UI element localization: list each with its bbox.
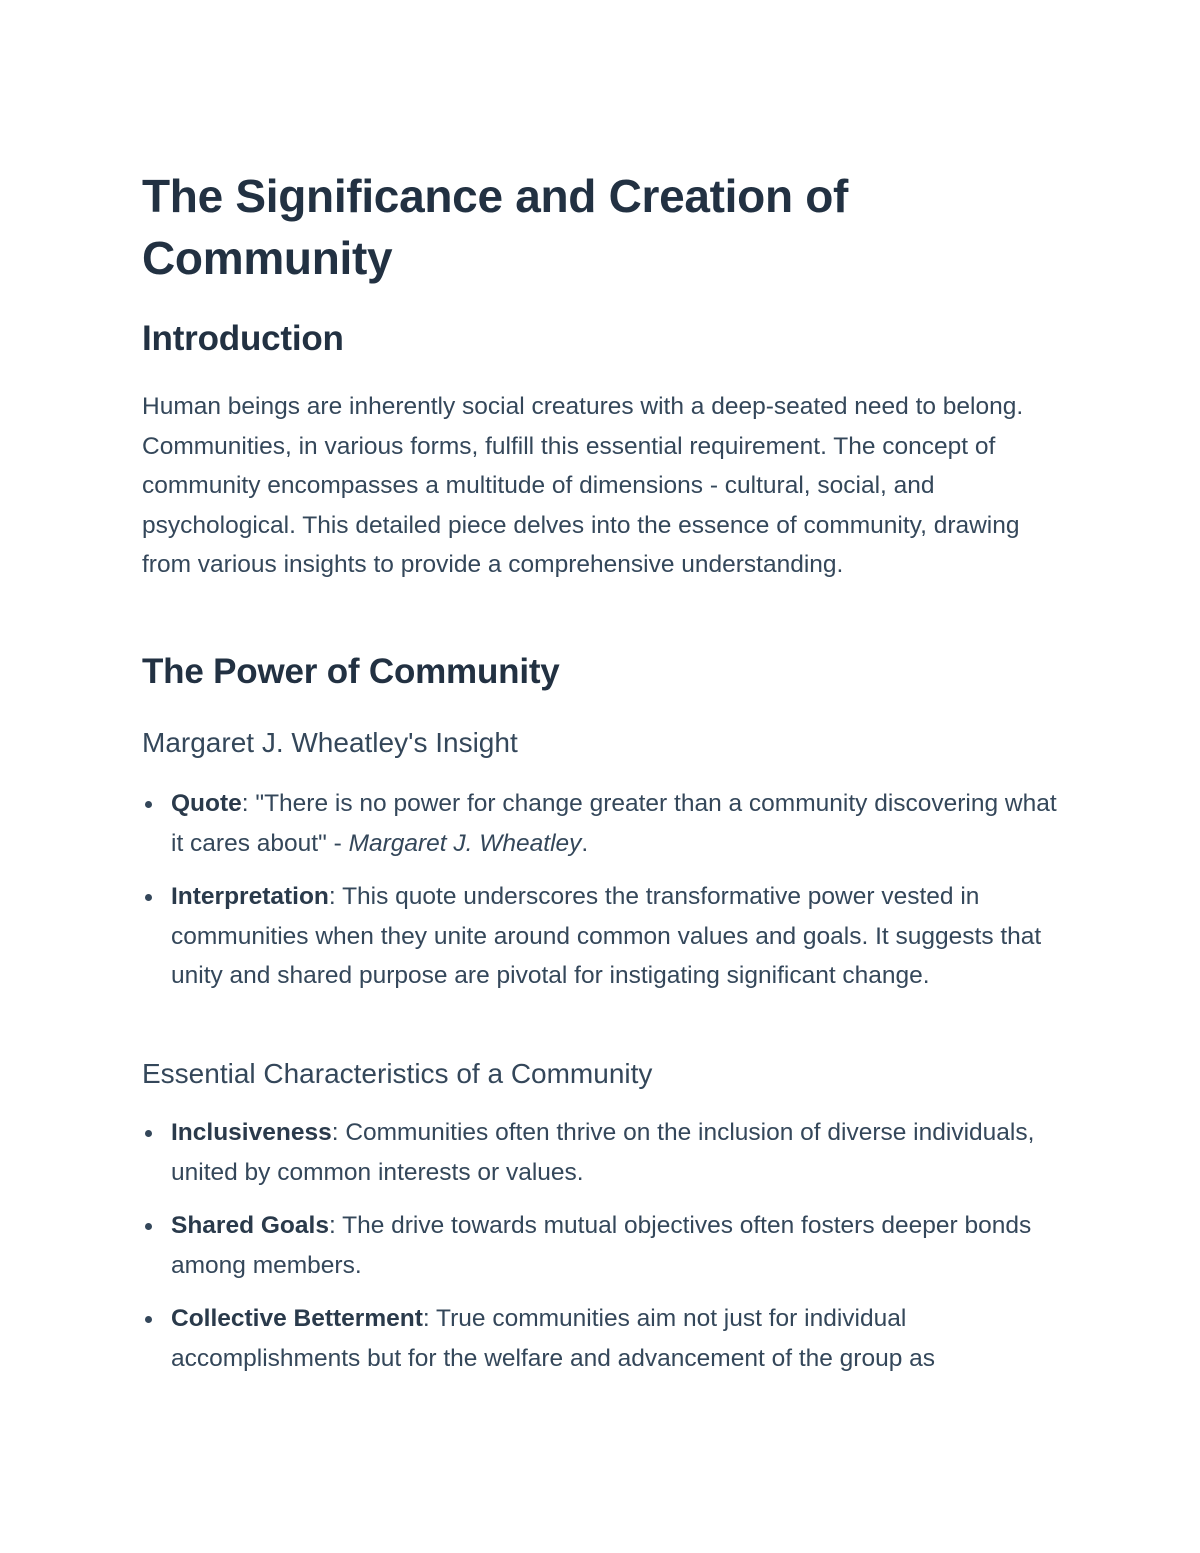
list-item-interpretation [142, 877, 1067, 996]
list-item-tail: . [581, 829, 589, 857]
list-item-label: Collective Betterment [171, 1305, 423, 1332]
list-item-label: Interpretation [171, 883, 329, 910]
characteristics-list [142, 1113, 1067, 1392]
list-item-inclusiveness [142, 1113, 1067, 1192]
subheading-essential-characteristics: Essential Characteristics of a Community [142, 1058, 653, 1089]
quote-attribution: Margaret J. Wheatley [348, 829, 582, 857]
subheading-wheatley-insight: Margaret J. Wheatley's Insight [142, 727, 518, 758]
document-title: The Significance and Creation of Community [142, 170, 849, 284]
bullet-icon [145, 1223, 152, 1230]
list-item-label: Shared Goals [171, 1212, 329, 1239]
list-item-shared-goals [142, 1206, 1067, 1285]
list-item-text: : This quote underscores the transformative power vested in communities when they unite around common values and goals. It suggests that unity and shared purpose are pivotal for instigating significant change. [171, 883, 1042, 989]
section-heading-introduction: Introduction [142, 319, 344, 358]
list-item-text: : "There is no power for change greater than a community discovering what it cares about" - [171, 790, 1057, 857]
list-item-label: Inclusiveness [171, 1119, 332, 1146]
bullet-icon [145, 1130, 152, 1137]
bullet-icon [145, 1316, 152, 1323]
list-item-collective-betterment [142, 1299, 1067, 1378]
list-item-text: : True communities aim not just for individual accomplishments but for the welfare and advancement of the group as [171, 1305, 936, 1372]
list-item-quote [142, 784, 1067, 863]
introduction-paragraph: Human beings are inherently social creatures with a deep-seated need to belong. Communities, in various forms, fulfill this essential requirement. The concept of community encompasses a multitude of dimensions - cultural, social, and psychological. This detailed piece delves into the essence of community, drawing from various insights to provide a comprehensive understanding. [142, 393, 1024, 578]
wheatley-list [142, 784, 1067, 1010]
list-item-text: : Communities often thrive on the inclusion of diverse individuals, united by common interests or values. [171, 1119, 1035, 1186]
list-item-text: : The drive towards mutual objectives often fosters deeper bonds among members. [171, 1212, 1032, 1279]
section-heading-power-of-community: The Power of Community [142, 652, 560, 691]
bullet-icon [145, 894, 152, 901]
bullet-icon [145, 801, 152, 808]
list-item-label: Quote [171, 790, 242, 817]
